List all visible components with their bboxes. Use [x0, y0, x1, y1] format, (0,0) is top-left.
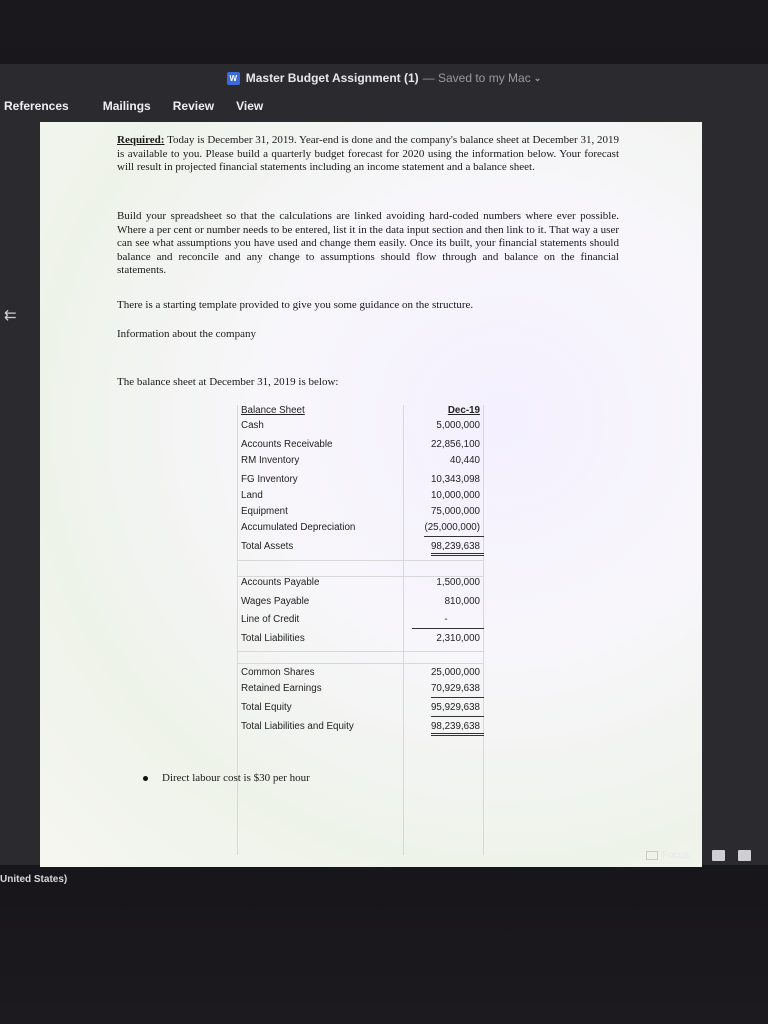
tab-view[interactable]: View: [236, 99, 264, 113]
row-label: Retained Earnings: [241, 683, 322, 694]
row-label: Accumulated Depreciation: [241, 522, 356, 533]
tab-mailings[interactable]: Mailings: [102, 99, 151, 113]
list-item: [143, 772, 310, 784]
row-label: FG Inventory: [241, 474, 298, 485]
table-row: [237, 474, 484, 489]
row-value: 5,000,000: [436, 420, 480, 431]
row-label: Cash: [241, 420, 264, 431]
table-gridline: [237, 405, 238, 855]
table-row: [237, 490, 484, 505]
row-value: 2,310,000: [436, 633, 480, 644]
table-row: [237, 596, 484, 611]
row-label: Total Equity: [241, 702, 292, 713]
row-value: 98,239,638: [431, 721, 484, 736]
row-value: 95,929,638: [431, 702, 484, 717]
build-paragraph: Build your spreadsheet so that the calculations are linked avoiding hard-coded numbers where ever possible. Where a per cent or number needs to be entered, list it in the data input section and then link to it. That way a user can see what assumptions you have used and change them easily. Once its built, your financial statements should balance and reconcile and any change to assumptions should flow through and balance on the financial statements.: [117, 210, 619, 276]
table-row: [237, 633, 484, 648]
row-value: 75,000,000: [430, 506, 480, 517]
window-title: Master Budget Assignment (1): [245, 71, 419, 85]
bullet-text: Direct labour cost is $30 per hour: [162, 772, 310, 784]
table-row: [237, 667, 484, 682]
table-row: [237, 614, 484, 629]
chevron-down-icon[interactable]: ⌄: [533, 72, 542, 83]
required-label: Required:: [117, 134, 165, 146]
balance-intro: The balance sheet at December 31, 2019 is below:: [117, 376, 339, 388]
row-label: Accounts Receivable: [241, 439, 333, 450]
table-row: [237, 420, 484, 435]
table-row: [237, 721, 484, 736]
status-bar: [0, 850, 768, 890]
row-value: 40,440: [450, 455, 480, 466]
table-row: [237, 702, 484, 717]
table-gridline: [237, 560, 484, 561]
table-row: [237, 439, 484, 454]
row-label: Equipment: [241, 506, 288, 517]
table-row: [237, 541, 484, 556]
table-gridline: [237, 663, 484, 664]
table-row: [237, 506, 484, 521]
row-label: Total Assets: [241, 541, 294, 552]
table-row: [237, 683, 484, 698]
table-row: [237, 522, 484, 537]
bullet-icon: [143, 776, 148, 781]
table-header-row: [237, 405, 484, 420]
required-text: Today is December 31, 2019. Year-end is done and the company's balance sheet at December 31, 2019 is available to you. Please build a quarterly budget forecast for 2020 using the information below. Your forecast will result in projected financial statements including an income statement and a balance sheet.: [117, 134, 619, 173]
row-value: (25,000,000): [424, 522, 484, 537]
table-gridline: [237, 651, 484, 652]
row-value: 810,000: [444, 596, 480, 607]
date-header: Dec-19: [447, 405, 480, 416]
row-label: Line of Credit: [241, 614, 300, 625]
row-value: 10,343,098: [430, 474, 480, 485]
tab-review[interactable]: Review: [172, 99, 215, 113]
row-label: Wages Payable: [241, 596, 310, 607]
tab-references[interactable]: References: [4, 99, 69, 113]
row-label: Common Shares: [241, 667, 315, 678]
balance-sheet-header: Balance Sheet: [241, 405, 305, 416]
print-layout-icon[interactable]: [712, 850, 725, 861]
row-value: -: [412, 614, 484, 629]
row-value: 25,000,000: [430, 667, 480, 678]
row-value: 70,929,638: [431, 683, 484, 698]
saved-status: — Saved to my Mac: [422, 71, 531, 85]
row-label: Total Liabilities and Equity: [241, 721, 354, 732]
row-label: Land: [241, 490, 263, 501]
template-paragraph: There is a starting template provided to give you some guidance on the structure.: [117, 299, 474, 311]
table-row: [237, 455, 484, 470]
info-heading: Information about the company: [117, 328, 256, 340]
document-page[interactable]: [40, 122, 702, 867]
ribbon-tabs: [0, 92, 768, 120]
language-status[interactable]: United States): [0, 874, 68, 885]
table-gridline: [483, 405, 484, 855]
required-paragraph: [117, 134, 619, 175]
margin-marker-icon: ⇇: [4, 307, 17, 324]
row-value: 22,856,100: [430, 439, 480, 450]
focus-label: Focus: [662, 850, 690, 861]
table-row: [237, 577, 484, 592]
word-document-icon: W: [227, 72, 240, 85]
focus-button[interactable]: [646, 850, 689, 861]
table-gridline: [403, 405, 404, 855]
row-label: RM Inventory: [241, 455, 300, 466]
web-layout-icon[interactable]: [738, 850, 751, 861]
row-value: 98,239,638: [431, 541, 484, 556]
row-label: Accounts Payable: [241, 577, 320, 588]
row-value: 10,000,000: [430, 490, 480, 501]
window-titlebar: [0, 64, 768, 92]
focus-icon: [646, 851, 658, 860]
row-label: Total Liabilities: [241, 633, 305, 644]
row-value: 1,500,000: [436, 577, 480, 588]
